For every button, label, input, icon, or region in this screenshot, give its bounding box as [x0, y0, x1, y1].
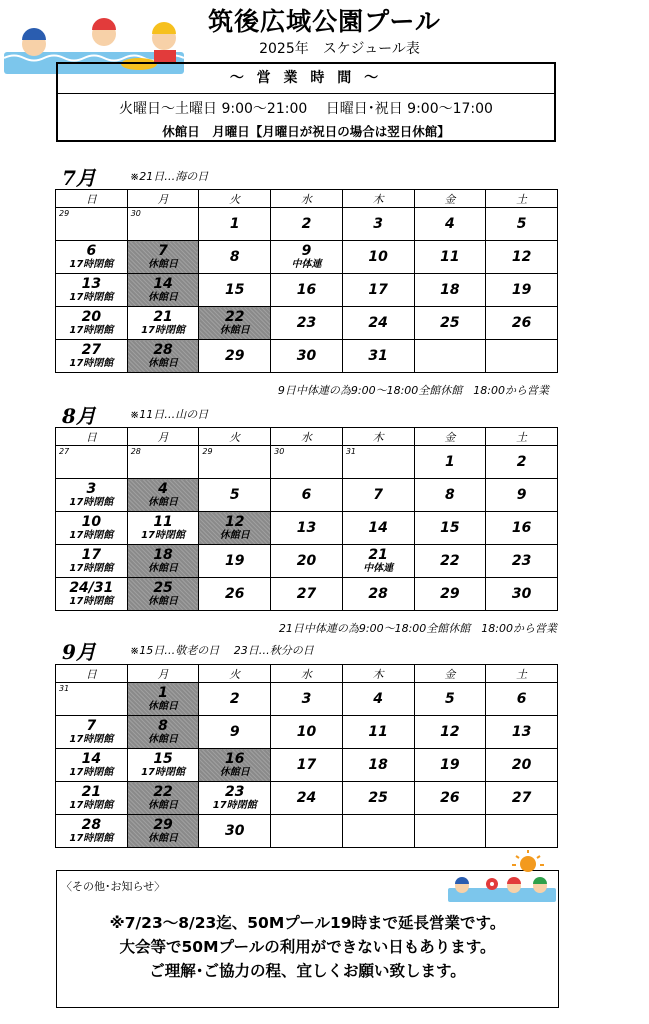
sun-icon [510, 848, 546, 872]
day-number: 3 [373, 216, 384, 232]
calendar-day [199, 578, 271, 611]
day-note: 休館日 [148, 833, 179, 844]
day-number: 20 [511, 757, 532, 773]
week-row [56, 241, 558, 274]
weekday-header: 火 [199, 190, 271, 208]
week-row [56, 683, 558, 716]
weekday-header: 金 [414, 428, 486, 446]
week-row [56, 578, 558, 611]
calendar-day [342, 815, 414, 848]
calendar-day [414, 815, 486, 848]
calendar-day [414, 274, 486, 307]
day-number: 26 [440, 790, 460, 806]
day-number: 23 [225, 784, 245, 800]
calendar-day [486, 446, 558, 479]
calendar-day [486, 815, 558, 848]
calendar-day-closed [199, 749, 271, 782]
calendar-day-closed [127, 545, 199, 578]
calendar-day-closed [127, 241, 199, 274]
weekday-header: 火 [199, 665, 271, 683]
week-row [56, 749, 558, 782]
day-number: 29 [225, 348, 245, 364]
calendar-day [414, 307, 486, 340]
day-number: 20 [296, 553, 317, 569]
weekday-header: 土 [486, 428, 558, 446]
day-number: 28 [153, 342, 173, 358]
prev-month-day: 30 [130, 209, 141, 218]
day-number: 11 [153, 514, 173, 530]
day-note: 中体連 [291, 259, 322, 270]
calendar-day [486, 274, 558, 307]
business-hours-line: 火曜日～土曜日 9:00～21:00 日曜日･祝日 9:00～17:00 [58, 93, 554, 118]
weekday-header: 土 [486, 665, 558, 683]
day-number: 24 [296, 790, 317, 806]
month-label: 7月 [62, 166, 96, 190]
calendar-day [199, 815, 271, 848]
prev-month-day: 27 [59, 447, 70, 456]
calendar-day [56, 340, 128, 373]
calendar-day [199, 545, 271, 578]
day-number: 11 [440, 249, 460, 265]
day-number: 5 [229, 487, 240, 503]
calendar-day [486, 578, 558, 611]
day-note: 17時閉館 [69, 833, 114, 844]
day-note: 休館日 [219, 767, 250, 778]
calendar-day [486, 749, 558, 782]
week-row [56, 208, 558, 241]
prev-month-day: 31 [59, 684, 70, 693]
calendar-day [271, 446, 343, 479]
day-number: 27 [511, 790, 532, 806]
day-number: 28 [81, 817, 102, 833]
calendar-day [56, 208, 128, 241]
calendar-day [486, 782, 558, 815]
day-note: 休館日 [219, 530, 250, 541]
month-label: 9月 [62, 640, 96, 664]
day-number: 7 [373, 487, 384, 503]
calendar-day [56, 545, 128, 578]
day-number: 6 [516, 691, 527, 707]
calendar-day [127, 446, 199, 479]
day-number: 22 [153, 784, 173, 800]
day-number: 5 [516, 216, 527, 232]
day-note: 休館日 [148, 734, 179, 745]
calendar-day [56, 446, 128, 479]
calendar-day [342, 479, 414, 512]
day-note: 17時閉館 [69, 259, 114, 270]
calendar-day [199, 208, 271, 241]
day-number: 29 [153, 817, 173, 833]
weekday-header: 火 [199, 428, 271, 446]
calendar-day [199, 479, 271, 512]
day-number: 21 [153, 309, 173, 325]
day-number: 13 [511, 724, 532, 740]
day-note: 17時閉館 [69, 530, 114, 541]
day-number: 23 [511, 553, 532, 569]
calendar-day [486, 716, 558, 749]
notice-line: ※7/23～8/23迄、50Mプール19時まで延長営業です。 [109, 914, 506, 932]
business-hours-heading: ～ 営 業 時 間 ～ [229, 70, 383, 86]
calendar-day-closed [199, 512, 271, 545]
calendar-day [271, 716, 343, 749]
day-number: 27 [81, 342, 102, 358]
week-row [56, 446, 558, 479]
day-note: 17時閉館 [69, 734, 114, 745]
weekday-header: 土 [486, 190, 558, 208]
day-note: 休館日 [148, 563, 179, 574]
calendar-day [271, 307, 343, 340]
day-number: 2 [516, 454, 527, 470]
weekday-header: 月 [127, 190, 199, 208]
page-subtitle: 2025年 スケジュール表 [259, 41, 420, 57]
calendar-day [486, 241, 558, 274]
weekday-header: 月 [127, 665, 199, 683]
day-number: 23 [296, 315, 317, 331]
weekday-header: 木 [342, 665, 414, 683]
calendar-day [342, 208, 414, 241]
calendar-day [486, 307, 558, 340]
week-row [56, 340, 558, 373]
day-number: 15 [153, 751, 173, 767]
day-number: 14 [368, 520, 388, 536]
day-number: 31 [368, 348, 388, 364]
day-number: 16 [225, 751, 245, 767]
calendar-day [56, 241, 128, 274]
day-number: 1 [158, 685, 168, 701]
calendar-day [199, 340, 271, 373]
calendar-day [414, 545, 486, 578]
calendar-day [56, 716, 128, 749]
day-note: 17時閉館 [141, 530, 186, 541]
day-note: 休館日 [148, 497, 179, 508]
calendar-day [342, 683, 414, 716]
day-number: 9 [229, 724, 240, 740]
calendar-day [342, 274, 414, 307]
calendar-day [271, 274, 343, 307]
day-number: 19 [225, 553, 245, 569]
prev-month-day: 31 [345, 447, 356, 456]
day-note: 17時閉館 [212, 800, 257, 811]
day-number: 8 [158, 718, 168, 734]
calendar-day [414, 241, 486, 274]
week-row [56, 815, 558, 848]
notice-label: 〈その他･お知らせ〉 [61, 880, 166, 893]
day-number: 9 [301, 243, 312, 259]
calendar-day-closed [127, 683, 199, 716]
day-note: 中体連 [363, 563, 394, 574]
day-number: 21 [368, 547, 388, 563]
day-number: 18 [153, 547, 173, 563]
day-note: 休館日 [148, 701, 179, 712]
month-label: 8月 [62, 404, 96, 428]
calendar-day-closed [127, 479, 199, 512]
day-note: 17時閉館 [69, 563, 114, 574]
calendar-day [414, 512, 486, 545]
weekday-header: 金 [414, 190, 486, 208]
day-number: 24 [368, 315, 388, 331]
day-number: 29 [440, 586, 460, 602]
calendar-day [414, 446, 486, 479]
weekday-header: 水 [271, 428, 343, 446]
holiday-note: ※11日…山の日 [130, 408, 209, 421]
calendar-day [56, 683, 128, 716]
weekday-header: 月 [127, 428, 199, 446]
day-number: 19 [511, 282, 532, 298]
calendar-day [199, 446, 271, 479]
day-number: 25 [440, 315, 460, 331]
closed-day-note: 休館日 月曜日【月曜日が祝日の場合は翌日休館】 [162, 124, 450, 139]
calendar-day [414, 782, 486, 815]
calendar-day [56, 782, 128, 815]
day-number: 5 [444, 691, 455, 707]
calendar-day [342, 749, 414, 782]
day-note: 休館日 [148, 292, 179, 303]
calendar-day [56, 512, 128, 545]
weekday-header-row [56, 190, 558, 208]
day-number: 12 [440, 724, 460, 740]
calendar-day [56, 274, 128, 307]
calendar-day [271, 683, 343, 716]
day-number: 3 [301, 691, 312, 707]
kids-pool-illustration [448, 874, 556, 904]
calendar-day [271, 340, 343, 373]
calendar-day [199, 241, 271, 274]
calendar-day [271, 512, 343, 545]
calendar-day [486, 512, 558, 545]
week-row [56, 512, 558, 545]
day-number: 30 [225, 823, 245, 839]
calendar-day [56, 815, 128, 848]
calendar-day [486, 208, 558, 241]
holiday-note: ※15日…敬老の日 23日…秋分の日 [130, 644, 314, 657]
calendar-day [56, 578, 128, 611]
day-number: 17 [81, 547, 102, 563]
day-number: 7 [86, 718, 97, 734]
week-row [56, 274, 558, 307]
day-number: 10 [368, 249, 388, 265]
prev-month-day: 29 [202, 447, 213, 456]
day-note: 休館日 [219, 325, 250, 336]
calendar-day [342, 446, 414, 479]
day-note: 17時閉館 [69, 292, 114, 303]
day-number: 1 [444, 454, 455, 470]
business-hours-box [56, 62, 556, 142]
week-row [56, 545, 558, 578]
day-number: 7 [158, 243, 168, 259]
calendar-day [414, 716, 486, 749]
calendar-day [414, 208, 486, 241]
day-number: 30 [511, 586, 532, 602]
calendar-day [486, 479, 558, 512]
calendar-day-closed [127, 578, 199, 611]
calendar-day [271, 479, 343, 512]
calendar-day [342, 241, 414, 274]
day-number: 2 [301, 216, 312, 232]
calendar-table [55, 427, 558, 611]
day-number: 8 [444, 487, 455, 503]
day-number: 19 [440, 757, 460, 773]
day-note: 17時閉館 [69, 596, 114, 607]
day-number: 10 [81, 514, 102, 530]
day-number: 30 [296, 348, 317, 364]
calendar-day [271, 208, 343, 241]
day-number: 28 [368, 586, 388, 602]
day-number: 12 [225, 514, 245, 530]
calendar-day [199, 274, 271, 307]
notice-line: 大会等で50Mプールの利用ができない日もあります。 [119, 938, 496, 956]
day-number: 4 [444, 216, 455, 232]
weekday-header: 水 [271, 665, 343, 683]
calendar-day [56, 307, 128, 340]
calendar-day [414, 578, 486, 611]
week-row [56, 307, 558, 340]
calendar-day [486, 683, 558, 716]
calendar-day [127, 208, 199, 241]
calendar-day [127, 512, 199, 545]
day-note: 17時閉館 [141, 325, 186, 336]
day-number: 27 [296, 586, 317, 602]
page-title: 筑後広域公園プール [208, 7, 441, 36]
calendar-day [414, 479, 486, 512]
day-number: 11 [368, 724, 388, 740]
day-number: 15 [440, 520, 460, 536]
calendar-day [342, 545, 414, 578]
day-note: 休館日 [148, 259, 179, 270]
weekday-header: 金 [414, 665, 486, 683]
calendar-day [342, 782, 414, 815]
day-number: 3 [86, 481, 97, 497]
calendar-day [342, 512, 414, 545]
calendar-day [127, 749, 199, 782]
calendar-day [271, 578, 343, 611]
day-number: 22 [225, 309, 245, 325]
week-row [56, 716, 558, 749]
day-note: 17時閉館 [69, 800, 114, 811]
calendar-table [55, 664, 558, 848]
day-note: 休館日 [148, 596, 179, 607]
day-number: 22 [440, 553, 460, 569]
day-number: 8 [229, 249, 240, 265]
calendar-day [271, 782, 343, 815]
calendar-day-closed [127, 815, 199, 848]
day-number: 20 [81, 309, 102, 325]
day-number: 26 [225, 586, 245, 602]
calendar-day [127, 307, 199, 340]
day-note: 休館日 [148, 800, 179, 811]
calendar-footnote: 9日中体連の為9:00～18:00全館休館 18:00から営業 [277, 384, 549, 397]
weekday-header: 木 [342, 190, 414, 208]
calendar-day [414, 749, 486, 782]
weekday-header-row [56, 665, 558, 683]
day-number: 18 [440, 282, 460, 298]
day-number: 21 [81, 784, 102, 800]
prev-month-day: 28 [130, 447, 141, 456]
calendar-day [414, 340, 486, 373]
calendar-day [271, 241, 343, 274]
weekday-header: 水 [271, 190, 343, 208]
day-note: 17時閉館 [141, 767, 186, 778]
day-number: 2 [229, 691, 240, 707]
calendar-day-closed [199, 307, 271, 340]
calendar-day [271, 749, 343, 782]
calendar-day [199, 782, 271, 815]
calendar-day [271, 545, 343, 578]
day-number: 6 [86, 243, 97, 259]
prev-month-day: 29 [59, 209, 70, 218]
day-number: 15 [225, 282, 245, 298]
calendar-footnote: 21日中体連の為9:00～18:00全館休館 18:00から営業 [278, 622, 557, 635]
calendar-day [486, 545, 558, 578]
weekday-header: 日 [56, 428, 128, 446]
day-number: 16 [296, 282, 317, 298]
calendar-day [342, 340, 414, 373]
day-number: 17 [368, 282, 388, 298]
prev-month-day: 30 [274, 447, 285, 456]
day-number: 16 [511, 520, 532, 536]
calendar-day [342, 716, 414, 749]
calendar-day [199, 716, 271, 749]
day-number: 25 [368, 790, 388, 806]
day-number: 10 [296, 724, 317, 740]
day-number: 1 [229, 216, 240, 232]
day-number: 14 [153, 276, 173, 292]
notice-line: ご理解･ご協力の程、宜しくお願い致します。 [149, 962, 466, 980]
day-number: 9 [516, 487, 527, 503]
calendar-day [414, 683, 486, 716]
calendar-day [56, 749, 128, 782]
day-number: 13 [296, 520, 317, 536]
weekday-header-row [56, 428, 558, 446]
calendar-table [55, 189, 558, 373]
week-row [56, 782, 558, 815]
weekday-header: 日 [56, 190, 128, 208]
calendar-day [342, 578, 414, 611]
day-number: 6 [301, 487, 312, 503]
calendar-day-closed [127, 716, 199, 749]
weekday-header: 日 [56, 665, 128, 683]
holiday-note: ※21日…海の日 [130, 170, 209, 183]
day-note: 17時閉館 [69, 767, 114, 778]
calendar-day [56, 479, 128, 512]
day-number: 4 [373, 691, 384, 707]
calendar-day [199, 683, 271, 716]
day-number: 14 [81, 751, 102, 767]
week-row [56, 479, 558, 512]
calendar-day [271, 815, 343, 848]
day-number: 25 [153, 580, 173, 596]
day-note: 17時閉館 [69, 325, 114, 336]
day-number: 4 [158, 481, 168, 497]
calendar-day-closed [127, 782, 199, 815]
day-number: 13 [81, 276, 102, 292]
calendar-day-closed [127, 274, 199, 307]
day-number: 24/31 [69, 580, 114, 596]
day-number: 12 [511, 249, 532, 265]
day-note: 休館日 [148, 358, 179, 369]
calendar-day [342, 307, 414, 340]
day-number: 18 [368, 757, 388, 773]
weekday-header: 木 [342, 428, 414, 446]
day-number: 26 [511, 315, 532, 331]
day-number: 17 [296, 757, 317, 773]
calendar-day [486, 340, 558, 373]
day-note: 17時閉館 [69, 497, 114, 508]
calendar-day-closed [127, 340, 199, 373]
day-note: 17時閉館 [69, 358, 114, 369]
